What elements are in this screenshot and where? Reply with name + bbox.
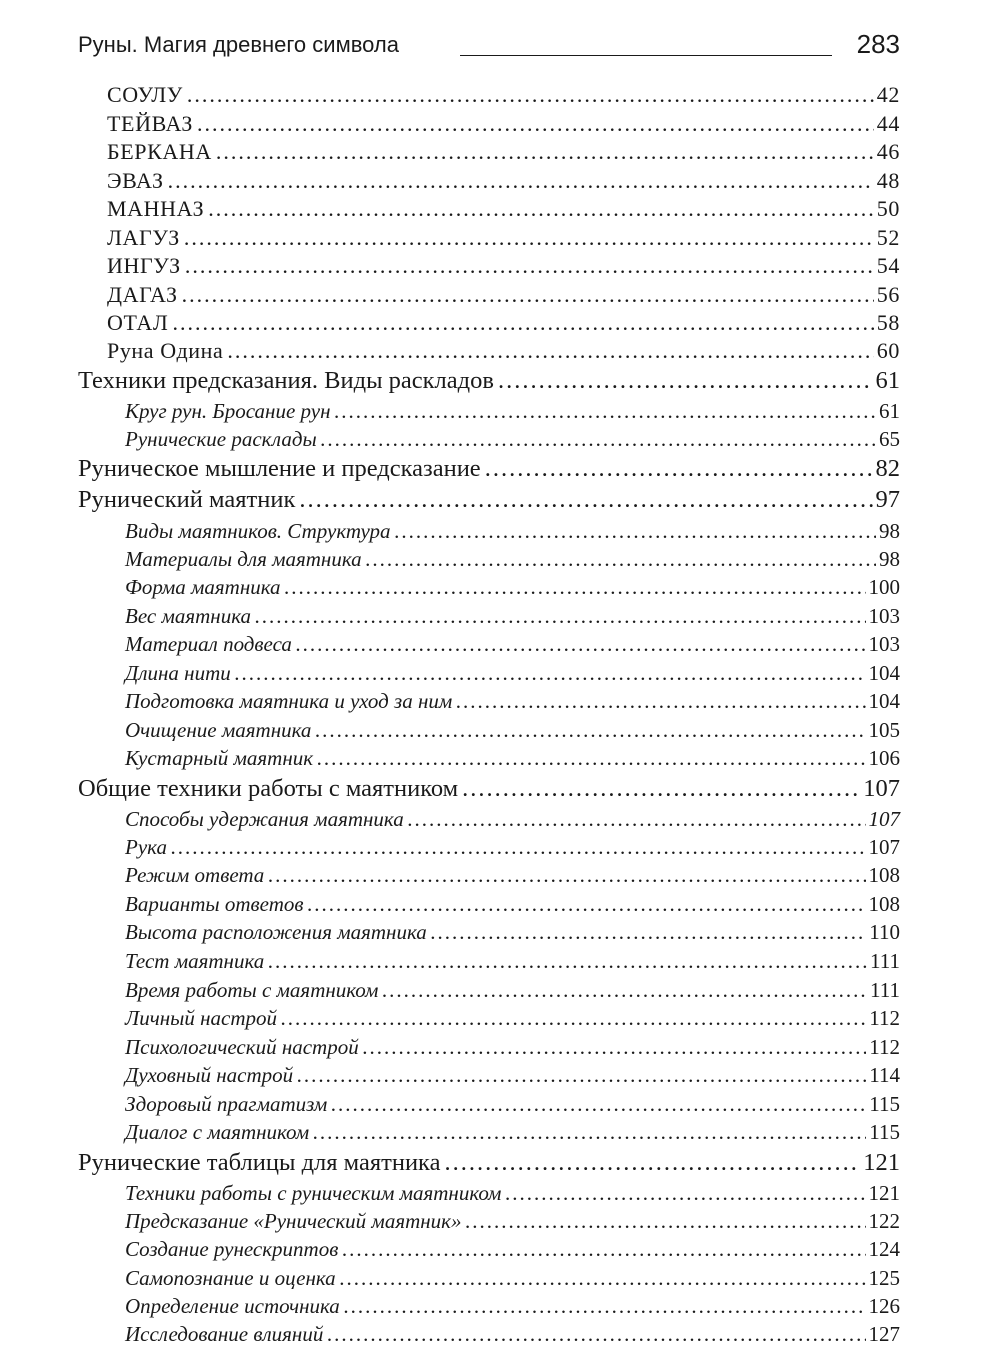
toc-page-number: 103: [868, 632, 900, 656]
toc-page-number: 124: [868, 1237, 900, 1261]
toc-page-number: 107: [868, 835, 900, 859]
dot-leader: [485, 454, 873, 484]
dot-leader: [315, 717, 865, 744]
dot-leader: [395, 518, 876, 545]
toc-page-number: 65: [879, 427, 900, 451]
toc-entry-title: Личный настрой: [125, 1006, 278, 1030]
toc-subsection: [125, 603, 900, 630]
toc-subsection: [125, 660, 900, 687]
dot-leader: [171, 834, 866, 861]
toc-entry-title: Рука: [125, 835, 167, 859]
dot-leader: [296, 631, 866, 658]
toc-page-number: 100: [868, 575, 900, 599]
toc-entry-title: СОУЛУ: [107, 82, 183, 107]
toc-entry-title: Тест маятника: [125, 949, 265, 973]
toc-entry-title: Психологический настрой: [125, 1035, 359, 1059]
dot-leader: [462, 774, 860, 804]
dot-leader: [505, 1180, 865, 1207]
toc-page-number: 115: [869, 1092, 900, 1116]
dot-leader: [197, 110, 874, 138]
dot-leader: [366, 546, 876, 573]
toc-page-number: 121: [868, 1181, 900, 1205]
toc-subsection: [125, 834, 900, 861]
toc-entry-title: Создание рунескриптов: [125, 1237, 339, 1261]
toc-page-number: 54: [876, 253, 900, 278]
toc-page-number: 61: [879, 399, 900, 423]
toc-subsection: [125, 862, 900, 889]
toc-subsection: [125, 1208, 900, 1235]
toc-rune-entry: [107, 252, 900, 280]
toc-page-number: 42: [876, 82, 900, 107]
toc-page-number: 107: [863, 775, 900, 802]
dot-leader: [285, 574, 866, 601]
toc-entry-title: Определение источника: [125, 1294, 340, 1318]
toc-page-number: 58: [876, 310, 900, 335]
dot-leader: [327, 1321, 865, 1348]
toc-subsection: [125, 1091, 900, 1118]
running-header: [78, 28, 900, 68]
toc-entry-title: Круг рун. Бросание рун: [125, 399, 331, 423]
toc-page-number: 98: [879, 519, 900, 543]
toc-subsection: [125, 1119, 900, 1146]
toc-page-number: 127: [868, 1322, 900, 1346]
toc-entry-title: ЛАГУЗ: [107, 225, 180, 250]
toc-page-number: 107: [868, 807, 900, 831]
dot-leader: [465, 1208, 865, 1235]
toc-entry-title: Здоровый прагматизм: [125, 1092, 328, 1116]
toc-page-number: 50: [876, 196, 900, 221]
toc-section: [78, 366, 900, 396]
dot-leader: [308, 891, 866, 918]
toc-entry-title: Кустарный маятник: [125, 746, 314, 770]
toc-page-number: 122: [868, 1209, 900, 1233]
toc-page-number: 121: [863, 1149, 900, 1176]
dot-leader: [498, 366, 873, 396]
header-rule: [460, 55, 832, 56]
toc-page-number: 105: [868, 718, 900, 742]
toc-subsection: [125, 1236, 900, 1263]
toc-entry-title: Длина нити: [125, 661, 231, 685]
toc-entry-title: Рунические расклады: [125, 427, 317, 451]
toc-entry-title: ДАГАЗ: [107, 282, 178, 307]
toc-page-number: 108: [868, 892, 900, 916]
toc-subsection: [125, 1062, 900, 1089]
toc-page-number: 110: [869, 920, 900, 944]
dot-leader: [168, 167, 874, 195]
toc-entry-title: Техники работы с руническим маятником: [125, 1181, 502, 1205]
toc-subsection: [125, 948, 900, 975]
dot-leader: [335, 398, 876, 425]
dot-leader: [363, 1034, 867, 1061]
toc-entry-title: Общие техники работы с маятником: [78, 775, 459, 802]
toc-subsection: [125, 806, 900, 833]
toc-page-number: 56: [876, 282, 900, 307]
dot-leader: [187, 81, 874, 109]
toc-entry-title: Руническое мышление и предсказание: [78, 455, 481, 482]
toc-page-number: 103: [868, 604, 900, 628]
toc-subsection: [125, 631, 900, 658]
toc-subsection: [125, 1293, 900, 1320]
toc-page-number: 114: [869, 1063, 900, 1087]
toc-entry-title: Время работы с маятником: [125, 978, 379, 1002]
dot-leader: [321, 426, 876, 453]
dot-leader: [456, 688, 865, 715]
toc-rune-entry: [107, 110, 900, 138]
toc-subsection: [125, 688, 900, 715]
toc-page-number: 108: [868, 863, 900, 887]
toc-rune-entry: [107, 138, 900, 166]
toc-entry-title: Вес маятника: [125, 604, 251, 628]
toc-page-number: 104: [868, 689, 900, 713]
toc-page-number: 112: [869, 1035, 900, 1059]
toc-entry-title: Исследование влияний: [125, 1322, 324, 1346]
toc-subsection: [125, 1321, 900, 1348]
dot-leader: [313, 1119, 866, 1146]
toc-entry-title: Руна Одина: [107, 338, 224, 363]
toc-page-number: 52: [876, 225, 900, 250]
toc-entry-title: ЭВАЗ: [107, 168, 164, 193]
toc-page-number: 60: [876, 338, 900, 363]
dot-leader: [317, 745, 865, 772]
toc-subsection: [125, 1034, 900, 1061]
toc-rune-entry: [107, 195, 900, 223]
toc-subsection: [125, 518, 900, 545]
toc-entry-title: ТЕЙВАЗ: [107, 111, 194, 136]
toc-rune-entry: [107, 281, 900, 309]
toc-subsection: [125, 398, 900, 425]
toc-entry-title: Режим ответа: [125, 863, 265, 887]
toc-entry-title: Техники предсказания. Виды раскладов: [78, 367, 494, 394]
toc-rune-entry: [107, 167, 900, 195]
dot-leader: [235, 660, 866, 687]
toc-page-number: 61: [875, 367, 900, 394]
dot-leader: [340, 1265, 866, 1292]
dot-leader: [342, 1236, 865, 1263]
toc-section: [78, 1148, 900, 1178]
toc-entry-title: Материалы для маятника: [125, 547, 362, 571]
dot-leader: [268, 862, 865, 889]
toc-subsection: [125, 426, 900, 453]
toc-page-number: 97: [875, 486, 900, 513]
toc-entry-title: Предсказание «Рунический маятник»: [125, 1209, 462, 1233]
toc-entry-title: ИНГУЗ: [107, 253, 181, 278]
toc-page-number: 111: [870, 978, 900, 1002]
dot-leader: [331, 1091, 866, 1118]
page-number: 283: [856, 29, 900, 59]
toc-entry-title: Форма маятника: [125, 575, 281, 599]
dot-leader: [297, 1062, 866, 1089]
toc-entry-title: Варианты ответов: [125, 892, 304, 916]
dot-leader: [184, 224, 874, 252]
toc-entry-title: Рунические таблицы для маятника: [78, 1149, 441, 1176]
toc-subsection: [125, 1180, 900, 1207]
dot-leader: [431, 919, 867, 946]
toc-entry-title: ОТАЛ: [107, 310, 169, 335]
toc-entry-title: МАННАЗ: [107, 196, 205, 221]
toc-page-number: 46: [876, 139, 900, 164]
dot-leader: [182, 281, 874, 309]
toc-entry-title: Рунический маятник: [78, 486, 296, 513]
toc-section: [78, 485, 900, 515]
toc-entry-title: Самопознание и оценка: [125, 1266, 336, 1290]
dot-leader: [281, 1005, 866, 1032]
dot-leader: [299, 485, 872, 515]
toc-entry-title: Очищение маятника: [125, 718, 312, 742]
toc-subsection: [125, 574, 900, 601]
dot-leader: [444, 1148, 860, 1178]
toc-entry-title: Подготовка маятника и уход за ним: [125, 689, 453, 713]
toc-subsection: [125, 1265, 900, 1292]
toc-entry-title: Диалог с маятником: [125, 1120, 310, 1144]
dot-leader: [408, 806, 866, 833]
toc-page-number: 112: [869, 1006, 900, 1030]
toc-page-number: 82: [875, 455, 900, 482]
toc-rune-entry: [107, 309, 900, 337]
toc-subsection: [125, 919, 900, 946]
toc-subsection: [125, 977, 900, 1004]
toc-page-number: 115: [869, 1120, 900, 1144]
toc-page-number: 125: [868, 1266, 900, 1290]
toc-rune-entry: [107, 337, 900, 365]
toc-page-number: 98: [879, 547, 900, 571]
dot-leader: [268, 948, 867, 975]
dot-leader: [208, 195, 874, 223]
toc-page-number: 48: [876, 168, 900, 193]
toc-entry-title: Духовный настрой: [125, 1063, 294, 1087]
book-title: Руны. Магия древнего символа: [78, 32, 399, 57]
toc-page-number: 106: [868, 746, 900, 770]
toc-subsection: [125, 717, 900, 744]
dot-leader: [227, 337, 873, 365]
toc-page-number: 111: [870, 949, 900, 973]
toc-rune-entry: [107, 224, 900, 252]
toc-page-number: 44: [876, 111, 900, 136]
dot-leader: [255, 603, 866, 630]
toc-subsection: [125, 546, 900, 573]
toc-rune-entry: [107, 81, 900, 109]
toc-subsection: [125, 891, 900, 918]
toc-entry-title: Материал подвеса: [125, 632, 292, 656]
toc-subsection: [125, 745, 900, 772]
dot-leader: [382, 977, 867, 1004]
dot-leader: [172, 309, 873, 337]
toc-section: [78, 774, 900, 804]
toc-page-number: 104: [868, 661, 900, 685]
toc-entry-title: Виды маятников. Структура: [125, 519, 391, 543]
toc-section: [78, 454, 900, 484]
toc-subsection: [125, 1005, 900, 1032]
dot-leader: [344, 1293, 866, 1320]
toc-entry-title: Высота расположения маятника: [125, 920, 427, 944]
dot-leader: [216, 138, 874, 166]
toc-page-number: 126: [868, 1294, 900, 1318]
toc-entry-title: Способы удержания маятника: [125, 807, 404, 831]
toc-entry-title: БЕРКАНА: [107, 139, 212, 164]
dot-leader: [185, 252, 874, 280]
